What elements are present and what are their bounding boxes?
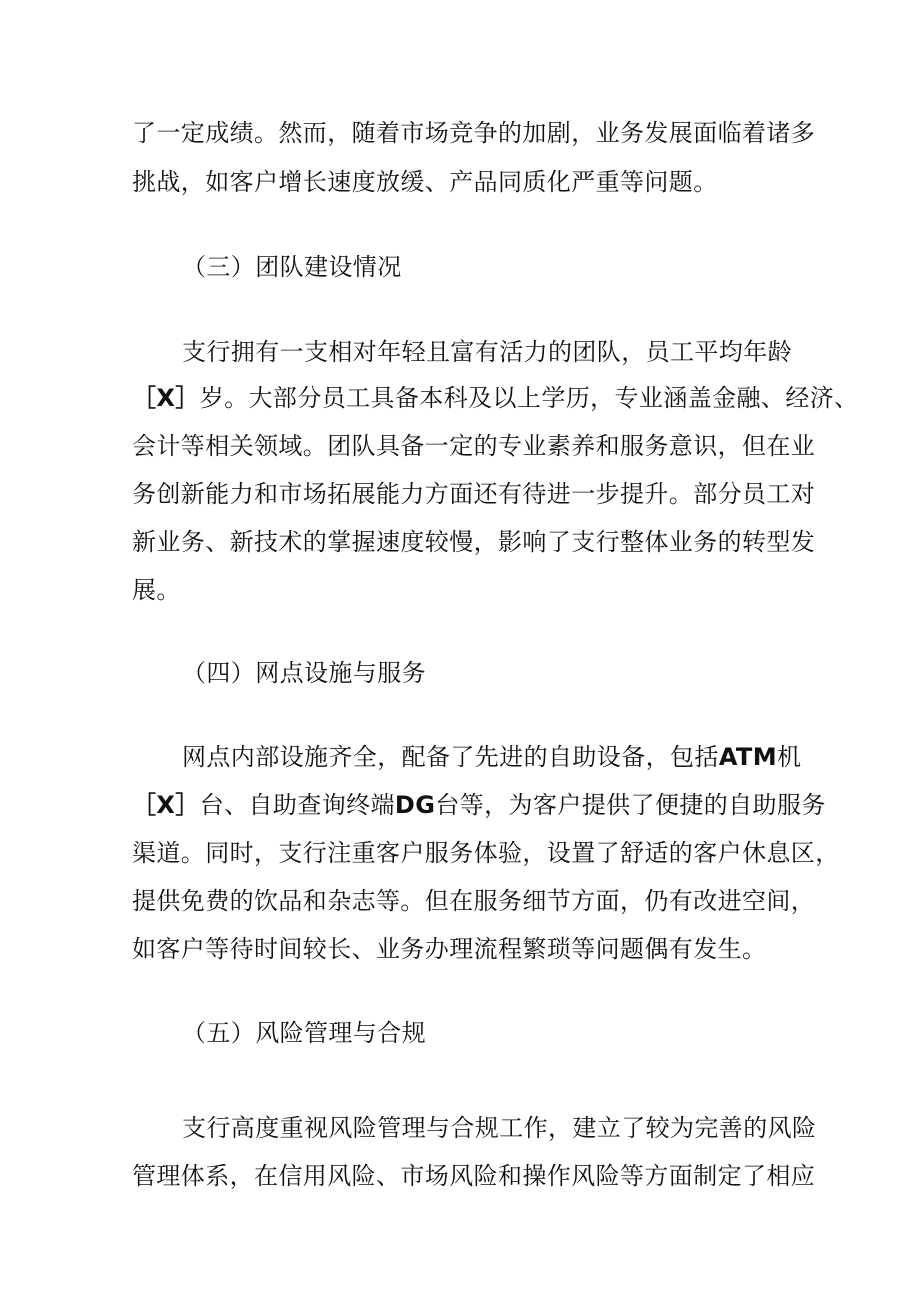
bold-term-atm: ATM <box>718 743 777 771</box>
paragraph-line: 了一定成绩。然而，随着市场竞争的加剧，业务发展面临着诸多 <box>132 119 816 147</box>
paragraph-line <box>182 742 801 772</box>
paragraph-line: 挑战，如客户增长速度放缓、产品同质化严重等问题。 <box>132 168 718 196</box>
paragraph-text: 网点内部设施齐全，配备了先进的自助设备，包括 <box>182 743 719 771</box>
paragraph-line: 支行拥有一支相对年轻且富有活力的团队，员工平均年龄 <box>182 338 792 366</box>
bold-term-dg: DG <box>394 791 436 819</box>
paragraph-line: 支行高度重视风险管理与合规工作，建立了较为完善的风险 <box>182 1114 817 1142</box>
paragraph-text: 岁。大部分员工具备本科及以上学历，专业涵盖金融、经济、 <box>199 384 859 412</box>
section-heading-facilities: （四）网点设施与服务 <box>182 659 426 687</box>
paragraph-line: 渠道。同时，支行注重客户服务体验，设置了舒适的客户休息区， <box>132 839 840 867</box>
placeholder-mark: ［X］ <box>132 791 200 819</box>
paragraph-line: 务创新能力和市场拓展能力方面还有待进一步提升。部分员工对 <box>132 480 816 508</box>
paragraph-line <box>132 383 859 413</box>
section-heading-risk: （五）风险管理与合规 <box>182 1019 426 1047</box>
placeholder-mark: ［X］ <box>132 384 200 412</box>
paragraph-line <box>132 790 826 820</box>
paragraph-line: 管理体系，在信用风险、市场风险和操作风险等方面制定了相应 <box>132 1162 816 1190</box>
paragraph-line: 会计等相关领域。团队具备一定的专业素养和服务意识，但在业 <box>132 432 816 460</box>
section-heading-team: （三）团队建设情况 <box>182 253 402 281</box>
paragraph-line: 提供免费的饮品和杂志等。但在服务细节方面，仍有改进空间， <box>132 887 816 915</box>
paragraph-text: 台等，为客户提供了便捷的自助服务 <box>435 791 826 819</box>
paragraph-line: 新业务、新技术的掌握速度较慢，影响了支行整体业务的转型发 <box>132 528 816 556</box>
paragraph-line: 展。 <box>132 576 181 604</box>
paragraph-text: 机 <box>776 743 802 771</box>
paragraph-line: 如客户等待时间较长、业务办理流程繁琐等问题偶有发生。 <box>132 935 767 963</box>
paragraph-text: 台、自助查询终端 <box>199 791 395 819</box>
